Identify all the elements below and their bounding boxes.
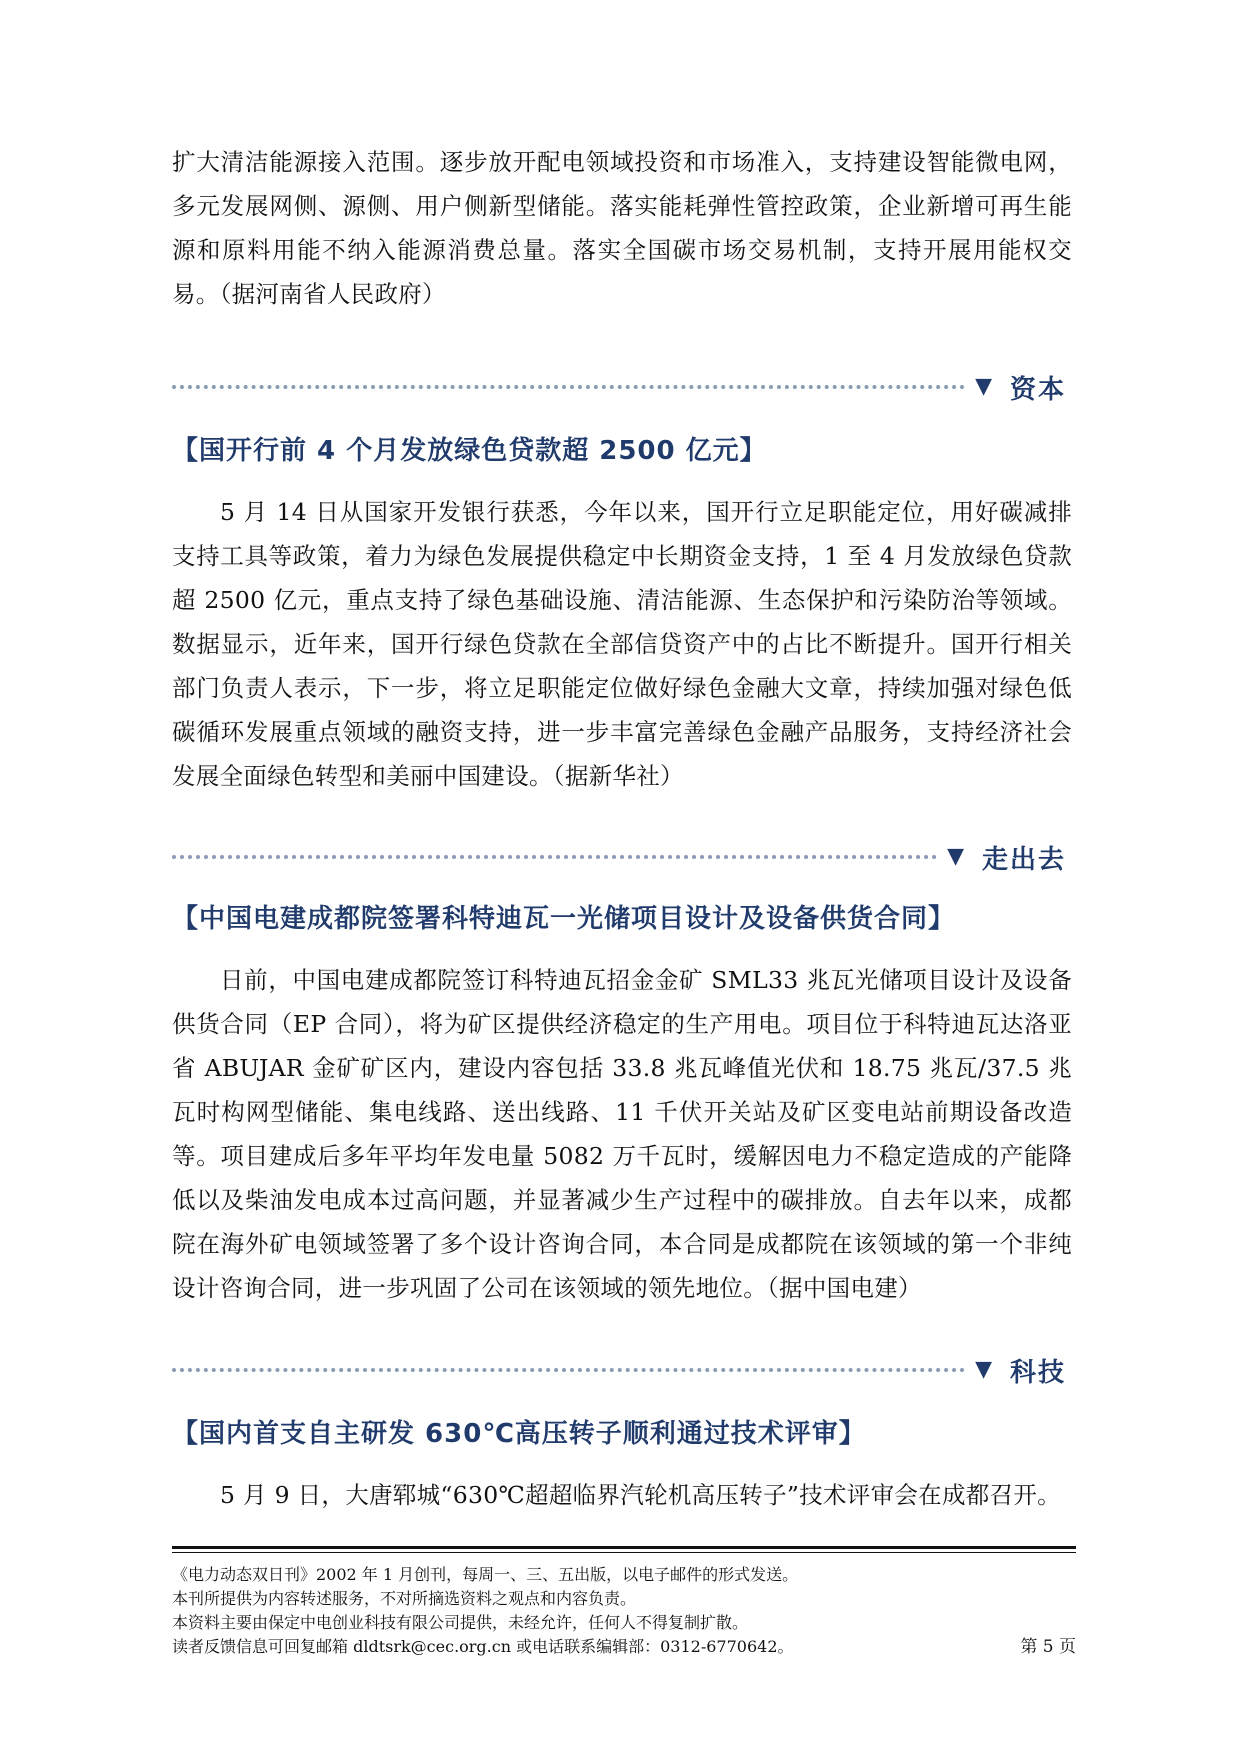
footer-rule-thick <box>172 1546 1076 1549</box>
footer-line: 本刊所提供为内容转述服务，不对所摘选资料之观点和内容负责。 <box>172 1589 637 1608</box>
footer-line: 本资料主要由保定中电创业科技有限公司提供，未经允许，任何人不得复制扩散。 <box>172 1613 749 1632</box>
section-label: 走出去 <box>981 844 1066 875</box>
triangle-down-icon: ▼ <box>947 844 964 869</box>
section-label: 科技 <box>1009 1357 1066 1388</box>
article-headline: 【中国电建成都院签署科特迪瓦一光储项目设计及设备供货合同】 <box>172 904 956 934</box>
section-divider-going-global <box>172 837 1072 877</box>
footer <box>172 1563 1076 1659</box>
footer-line: 读者反馈信息可回复邮箱 dldtsrk@cec.org.cn 或电话联系编辑部：0312-6770642。 <box>172 1637 794 1656</box>
article-headline: 【国开行前 4 个月发放绿色贷款超 2500 亿元】 <box>172 436 767 466</box>
dotted-rule <box>172 855 937 859</box>
triangle-down-icon: ▼ <box>975 374 992 399</box>
triangle-down-icon: ▼ <box>975 1357 992 1382</box>
footer-line: 《电力动态双日刊》2002 年 1 月创刊，每周一、三、五出版，以电子邮件的形式发送。 <box>172 1565 799 1584</box>
article-headline: 【国内首支自主研发 630℃高压转子顺利通过技术评审】 <box>172 1419 866 1449</box>
continuation-paragraph: 扩大清洁能源接入范围。逐步放开配电领域投资和市场准入，支持建设智能微电网，多元发展网侧、源侧、用户侧新型储能。落实能耗弹性管控政策，企业新增可再生能源和原料用能不纳入能源消费总量。落实全国碳市场交易机制，支持开展用能权交易。（据河南省人民政府） <box>172 148 1072 308</box>
section-divider-capital <box>172 367 1072 407</box>
page-number: 第 5 页 <box>1020 1637 1076 1657</box>
dotted-rule <box>172 1368 965 1372</box>
section-label: 资本 <box>1009 374 1066 405</box>
article-body: 5 月 9 日，大唐郓城“630℃超超临界汽轮机高压转子”技术评审会在成都召开。 <box>220 1481 1061 1509</box>
dotted-rule <box>172 385 965 389</box>
article-body: 日前，中国电建成都院签订科特迪瓦招金金矿 SML33 兆瓦光储项目设计及设备供货合同（EP 合同），将为矿区提供经济稳定的生产用电。项目位于科特迪瓦达洛亚省 ABUJAR 金矿矿区内，建设内容包括 33.8 兆瓦峰值光伏和 18.75 兆瓦/37.5 兆瓦时构网型储能、集电线路、送出线路、11 千伏开关站及矿区变电站前期设备改造等。项目建成后多年平均年发电量 5082 万千瓦时，缓解因电力不稳定造成的产能降低以及柴油发电成本过高问题，并显著减少生产过程中的碳排放。自去年以来，成都院在海外矿电领域签署了多个设计咨询合同，本合同是成都院在该领域的第一个非纯设计咨询合同，进一步巩固了公司在该领域的领先地位。（据中国电建） <box>172 966 1072 1302</box>
section-divider-technology <box>172 1350 1072 1390</box>
footer-rule-thin <box>172 1552 1076 1553</box>
article-body: 5 月 14 日从国家开发银行获悉，今年以来，国开行立足职能定位，用好碳减排支持工具等政策，着力为绿色发展提供稳定中长期资金支持，1 至 4 月发放绿色贷款超 2500 亿元，重点支持了绿色基础设施、清洁能源、生态保护和污染防治等领域。数据显示，近年来，国开行绿色贷款在全部信贷资产中的占比不断提升。国开行相关部门负责人表示，下一步，将立足职能定位做好绿色金融大文章，持续加强对绿色低碳循环发展重点领域的融资支持，进一步丰富完善绿色金融产品服务，支持经济社会发展全面绿色转型和美丽中国建设。（据新华社） <box>172 498 1072 790</box>
